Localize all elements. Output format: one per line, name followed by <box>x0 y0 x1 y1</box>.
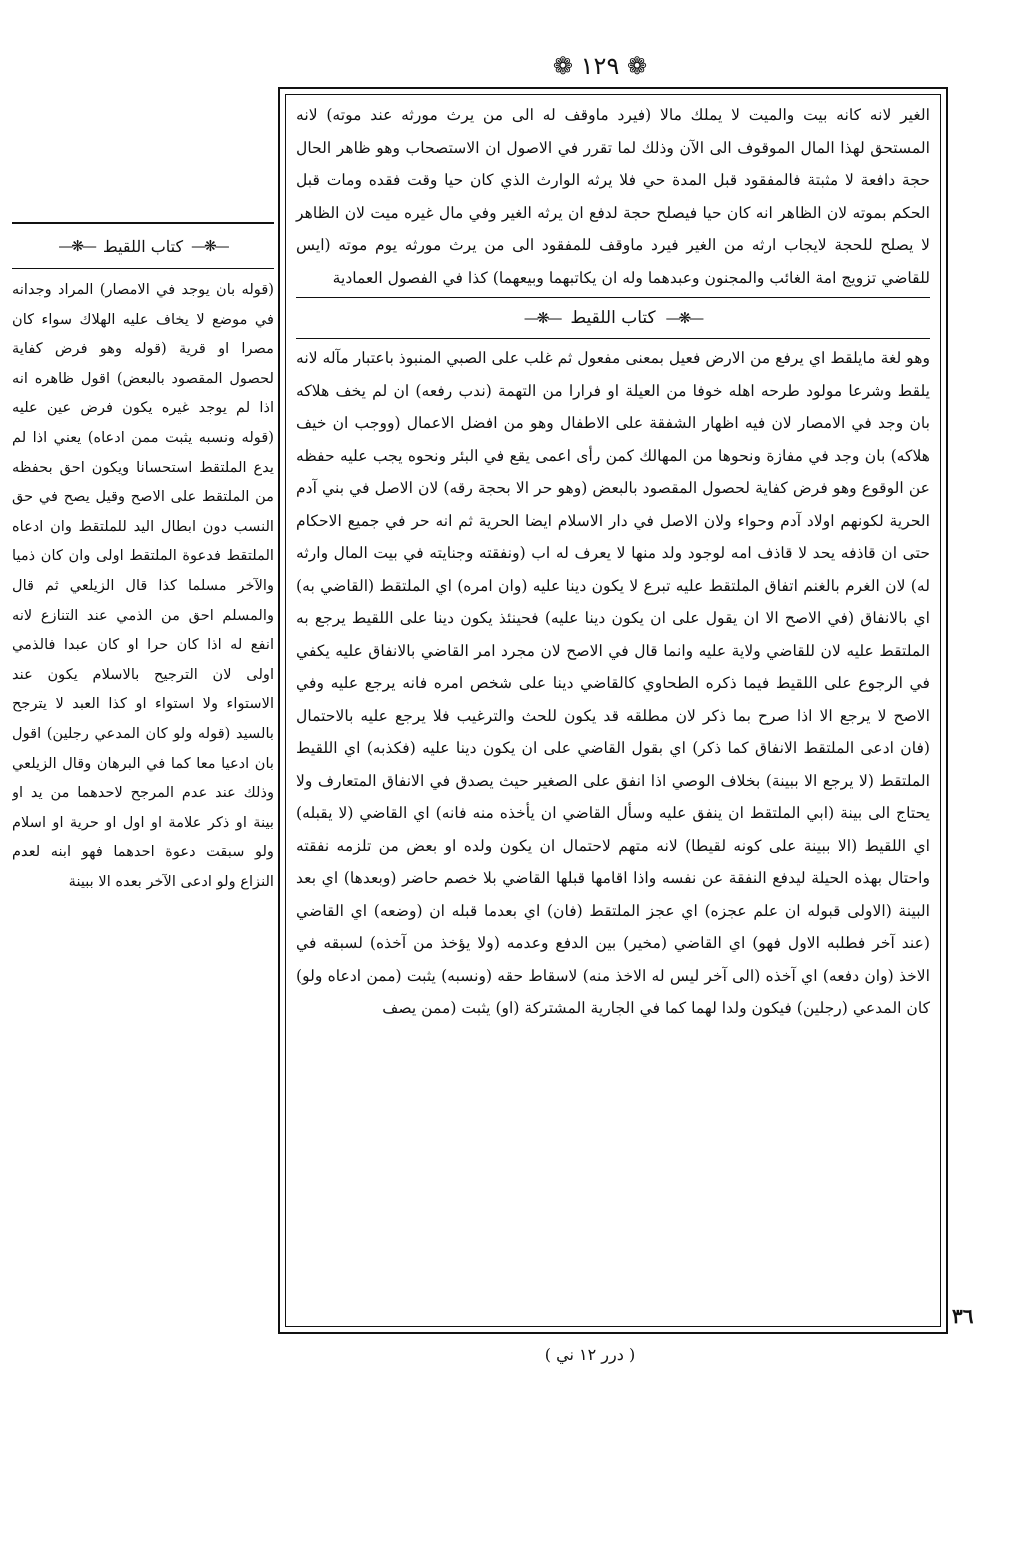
main-section-title: كتاب اللقيط <box>570 308 656 328</box>
margin-section-header <box>12 222 274 269</box>
margin-section-title: كتاب اللقيط <box>102 236 184 256</box>
footer-signature: ( درر ١٢ ني ) <box>544 1345 636 1364</box>
ornament-icon: —❋— <box>665 309 703 327</box>
page-number: ❁ ١٢٩ ❁ <box>552 52 648 80</box>
margin-commentary <box>12 222 274 1102</box>
ornament-icon: —❋— <box>523 309 561 327</box>
ornament-icon: —❋— <box>191 237 228 255</box>
main-section-header <box>296 297 930 339</box>
main-section-paragraph: وهو لغة مايلقط اي يرفع من الارض فعيل بمعنى مفعول ثم غلب على الصبي المنبوذ باعتبار مآله لانه يلقط وشرعا مولود طرحه اهله خوفا من العيلة او فرارا من التهمة (ندب رفعه) ان لم يخف هلاكه بان وجد في الامصار لان فيه اظهار الشفقة على الاطفال وهو من افضل الاعمال (ووجب ان خيف هلاكه) بان وجد في مفازة ونحوها من المهالك كمن رأى اعمى يقع في البئر ونحوه يجب عليه حفظه عن الوقوع وهو فرض كفاية لحصول المقصود بالبعض (وهو حر الا بحجة رقه) لان الاصل في بني آدم الحرية لكونهم اولاد آدم وحواء ولان الاصل في دار الاسلام ايضا الحرية ثم انه حر في جميع الاحكام حتى ان قاذفه يحد لا قاذف امه لوجود ولد منها لا يعرف له اب (ونفقته وجنايته في بيت المال وارثه له) لان الغرم بالغنم اتفاق الملتقط عليه تبرع لا يكون دينا عليه (وان امره) اي الملتقط (القاضي به) اي بالانفاق (في الاصح الا ان يقول على ان يكون دينا عليه) فحينئذ يكون دينا على اللقيط يرجع به الملتقط عليه لان للقاضي ولاية عليه وانما قال في الاصح لان مجرد امر القاضي بالانفاق عليه يكفي في الرجوع على اللقيط فيما ذكره الطحاوي كالقاضي دينا على شخص امره فانه يرجع عليه وفي الاصح لا يرجع الا اذا صرح بما ذكر لان مطلقه قد يكون للحث والترغيب فلا يرجع عليه بالاحتمال (فان ادعى الملتقط الانفاق كما ذكر) اي بقول القاضي على ان يكون دينا عليه (فكذبه) اي اللقيط الملتقط (لا يرجع الا ببينة) بخلاف الوصي اذا انفق على الصغير حيث يصدق في الانفاق المتعارف ولا يحتاج الى بينة (ابي الملتقط ان ينفق عليه وسأل القاضي ان يأخذه منه فانه) اي القاضي (لا يقبله) اي اللقيط (الا ببينة على كونه لقيطا) لانه متهم لاحتمال ان يكون ولده او بعض من تلزمه نفقته واحتال بهذه الحيلة ليدفع النفقة عن نفسه واذا اقامها قبلها القاضي بلا خصم حاضر (وبعدها) اي بعد البينة (الاولى قبوله ان علم عجزه) اي عجز الملتقط (فان) اي بعدما قبله ان (وضعه) اي القاضي (عند آخر فطلبه الاول فهو) اي القاضي (مخير) بين الدفع وعدمه (ولا يؤخذ من آخذه) لسبقه في الاخذ (وان دفعه) اي آخذه (الى آخر ليس له الاخذ منه) لاسقاط حقه (ونسبه) يثبت (ممن ادعاه ولو) كان المدعي (رجلين) فيكون ولدا لهما كما في الجارية المشتركة (او) يثبت (ممن يصف <box>296 349 930 1017</box>
main-text-frame <box>278 87 948 1334</box>
signature-number: ٣٦ <box>952 1304 974 1328</box>
ornament-icon: —❋— <box>58 237 95 255</box>
main-top-paragraph: الغير لانه كانه بيت والميت لا يملك مالا (فيرد ماوقف له الى من يرث مورثه عند موته) لانه المستحق لهذا المال الموقوف الى الآن وذلك لما تقرر في الاصول ان الاستصحاب وهو ظاهر الحال حجة دافعة لا مثبتة فالمفقود قبل المدة حي فلا يرثه الوارث الذي كان حيا وقت فقده ومات قبل الحكم بموته لان الظاهر انه كان حيا فيصلح حجة لدفع ان يرثه الغير وفي مال غيره ميت لان الظاهر لا يصلح للحجة لايجاب ارثه من الغير فيرد ماوقف للمفقود الى من يرث مورثه يوم موته (ايس للقاضي تزويج امة الغائب والمجنون وعبدهما وله ان يكاتبهما وبيعهما) كذا في الفصول العمادية <box>296 106 930 287</box>
main-text-body <box>285 94 941 1327</box>
margin-text: (قوله بان يوجد في الامصار) المراد وجدانه في موضع لا يخاف عليه الهلاك سواء كان مصرا او قرية (قوله وهو فرض كفاية لحصول المقصود بالبعض) اقول ظاهره انه اذا لم يوجد غيره يكون فرض عين عليه (قوله ونسبه يثبت ممن ادعاه) يعني اذا لم يدع الملتقط استحسانا ويكون احق بحفظه من الملتقط على الاصح وقيل يصح في حق النسب دون ابطال اليد للملتقط وان ادعاه الملتقط فدعوة الملتقط اولى وان كان ذميا والآخر مسلما كذا قال الزيلعي ثم قال والمسلم احق من الذمي عند التنازع لانه انفع له اذا كان حرا او كان عبدا فالذمي اولى لان الترجيح بالاسلام يكون عند الاستواء ولا استواء او كذا العبد لا يترجح بالسيد (قوله ولو كان المدعي رجلين) اقول بان ادعيا معا كما في البرهان وقال الزيلعي وذلك عند عدم المرجح لاحدهما من يد او بينة او ذكر علامة او اول او حرية او اسلام ولو سبقت دعوة احدهما فهو ابنه لعدم النزاع ولو ادعى الآخر بعده الا ببينة <box>12 281 274 890</box>
